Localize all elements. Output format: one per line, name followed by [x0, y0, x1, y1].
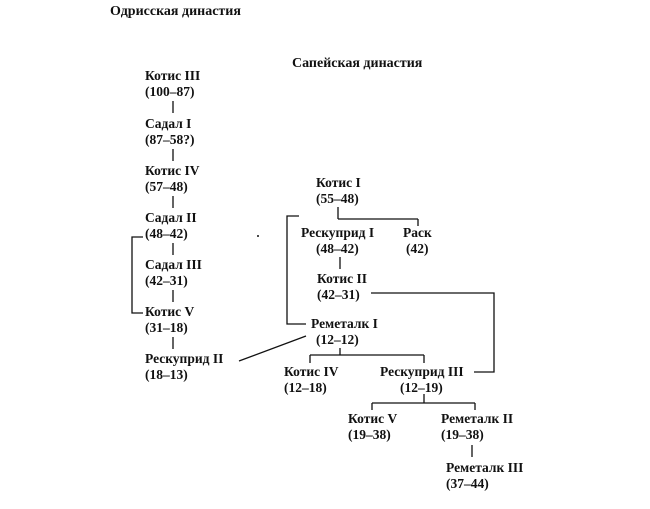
- ruler-years: (12–18): [284, 380, 327, 395]
- ruler-years: (100–87): [145, 84, 195, 99]
- ruler-years: (37–44): [446, 476, 489, 491]
- ruler-name: Котис IV: [284, 364, 339, 379]
- ruler-years: (12–12): [316, 332, 359, 347]
- ruler-years: (12–19): [400, 380, 443, 395]
- ruler-years: (42–31): [145, 273, 188, 288]
- ruler-kotis-v: [145, 304, 194, 336]
- ruler-rheskuporis-iii: [380, 364, 464, 396]
- ruler-rheskuporis-i: [301, 225, 374, 257]
- ruler-years: (19–38): [348, 427, 391, 442]
- bracket-sadal2-kotis5: [132, 237, 143, 313]
- ruler-name: Садал I: [145, 116, 192, 131]
- ruler-years: (57–48): [145, 179, 188, 194]
- ruler-kotis-iii: [145, 68, 200, 100]
- ruler-years: (42): [406, 241, 429, 256]
- connector-rheskuporis2-rhoemetalces1: [239, 336, 306, 361]
- ruler-years: (19–38): [441, 427, 484, 442]
- ruler-years: (31–18): [145, 320, 188, 335]
- ruler-sadal-iii: [145, 257, 202, 289]
- ruler-kotis-v-sapaean: [348, 411, 397, 443]
- ruler-years: (55–48): [316, 191, 359, 206]
- ruler-rhoemetalces-iii: [446, 460, 523, 492]
- ruler-sadal-i: [145, 116, 195, 148]
- ruler-name: Садал III: [145, 257, 202, 272]
- bracket-kotis2-rheskuporis3: [371, 293, 494, 372]
- ruler-name: Котис V: [348, 411, 398, 426]
- ruler-name: Реметалк II: [441, 411, 514, 426]
- ruler-years: (42–31): [317, 287, 360, 302]
- ruler-kotis-ii: [317, 271, 367, 303]
- ruler-kotis-iv-sapaean: [284, 364, 338, 396]
- ruler-kotis-iv: [145, 163, 199, 195]
- ruler-years: (48–42): [316, 241, 359, 256]
- ruler-name: Котис I: [316, 175, 361, 190]
- ruler-rask: [403, 225, 432, 257]
- ruler-name: Реметалк I: [311, 316, 378, 331]
- ruler-rhoemetalces-ii: [441, 411, 513, 443]
- ruler-rheskuporis-ii: [145, 351, 223, 383]
- ruler-years: (48–42): [145, 226, 188, 241]
- ruler-name: Рескуприд I: [301, 225, 375, 240]
- ruler-name: Котис III: [145, 68, 201, 83]
- stray-dot: [257, 235, 259, 237]
- ruler-name: Реметалк III: [446, 460, 524, 475]
- ruler-rhoemetalces-i: [311, 316, 378, 348]
- ruler-kotis-i: [316, 175, 361, 207]
- ruler-name: Котис IV: [145, 163, 200, 178]
- heading-sapaean: Сапейская династия: [292, 56, 423, 71]
- ruler-years: (87–58?): [145, 132, 195, 147]
- heading-odrysian: Одрисская династия: [110, 4, 241, 19]
- ruler-name: Рескуприд II: [145, 351, 224, 366]
- ruler-name: Рескуприд III: [380, 364, 464, 379]
- ruler-name: Садал II: [145, 210, 197, 225]
- ruler-name: Раск: [403, 225, 432, 240]
- ruler-name: Котис II: [317, 271, 367, 286]
- ruler-years: (18–13): [145, 367, 188, 382]
- ruler-sadal-ii: [145, 210, 197, 242]
- ruler-name: Котис V: [145, 304, 195, 319]
